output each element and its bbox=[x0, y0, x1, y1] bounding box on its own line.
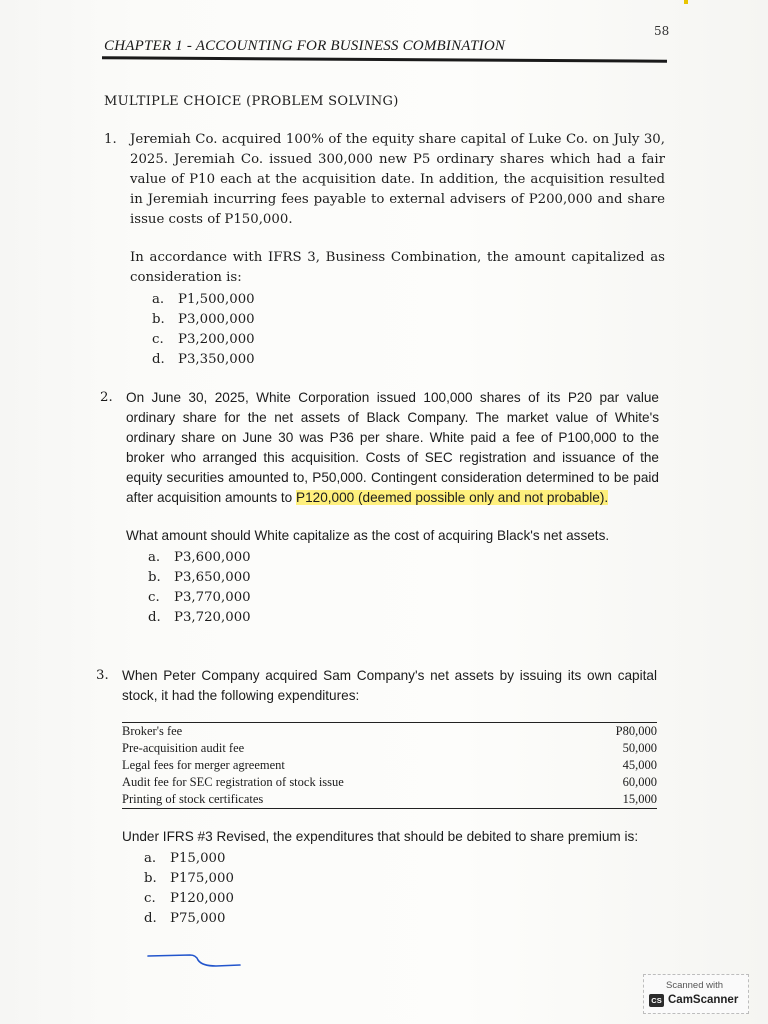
choice-a[interactable] bbox=[148, 548, 659, 568]
watermark-caption: Scanned with bbox=[666, 980, 724, 991]
choice-text: P75,000 bbox=[170, 911, 226, 926]
question-1 bbox=[104, 130, 665, 370]
question-text-body: On June 30, 2025, White Corporation issued 100,000 shares of its P20 par value ordinary share for the net assets of Black Company. The market value of White's ordinary share on June 30 was P36 per share. White paid a fee of P100,000 to the broker who arranged this acquisition. Costs of SEC registration and issuance of the equity securities amounted to, P50,000. Contingent consideration determined to be paid after acquisition amounts to bbox=[126, 390, 659, 505]
choice-letter-highlighted: a. bbox=[148, 548, 174, 568]
choice-text: P3,000,000 bbox=[178, 312, 255, 327]
expense-amount: 50,000 bbox=[622, 741, 657, 755]
choice-letter: b. bbox=[144, 871, 157, 886]
choice-letter: c. bbox=[144, 891, 156, 906]
table-row bbox=[122, 774, 657, 791]
choice-b[interactable] bbox=[152, 310, 665, 330]
choice-text: P1,500,000 bbox=[178, 292, 255, 307]
choice-text: P3,720,000 bbox=[174, 610, 251, 625]
corner-mark bbox=[684, 0, 688, 4]
question-text: Jeremiah Co. acquired 100% of the equity share capital of Luke Co. on July 30, 2025. Jeremiah Co. issued 300,000 new P5 ordinary shares which had a fair value of P10 each at the acquisition date. In addition, the acquisition resulted in Jeremiah incurring fees payable to external advisers of P200,000 and share issue costs of P150,000. bbox=[130, 132, 665, 227]
choice-a[interactable] bbox=[144, 849, 657, 869]
choice-text: P3,650,000 bbox=[174, 570, 251, 585]
camscanner-logo-icon: CS bbox=[649, 994, 664, 1007]
question-stem: What amount should White capitalize as the cost of acquiring Black's net assets. bbox=[126, 528, 610, 543]
choice-text: P3,350,000 bbox=[178, 352, 255, 367]
choice-c[interactable] bbox=[144, 889, 657, 909]
highlighted-text: P120,000 (deemed possible only and not probable). bbox=[296, 490, 609, 505]
camscanner-watermark bbox=[643, 974, 749, 1014]
choice-c[interactable] bbox=[148, 588, 659, 608]
choice-list bbox=[130, 290, 665, 370]
choice-letter: d. bbox=[152, 352, 165, 367]
choice-letter: a. bbox=[144, 851, 157, 866]
choice-letter: d. bbox=[144, 911, 157, 926]
question-stem: Under IFRS #3 Revised, the expenditures that should be debited to share premium is: bbox=[122, 829, 639, 844]
question-text bbox=[126, 388, 659, 508]
expense-item: Legal fees for merger agreement bbox=[122, 758, 285, 772]
question-2 bbox=[100, 388, 659, 628]
choice-text: P3,200,000 bbox=[178, 332, 255, 347]
page-number: 58 bbox=[654, 24, 670, 38]
expenditure-table bbox=[122, 722, 657, 809]
choice-text: P3,600,000 bbox=[174, 550, 251, 565]
choice-list bbox=[122, 849, 657, 929]
expense-item: Broker's fee bbox=[122, 724, 183, 738]
choice-text: P15,000 bbox=[170, 851, 226, 866]
choice-a[interactable] bbox=[152, 290, 665, 310]
question-text: When Peter Company acquired Sam Company's net assets by issuing its own capital stock, it had the following expenditures: bbox=[122, 668, 657, 703]
choice-text: P3,770,000 bbox=[174, 590, 251, 605]
expense-item: Audit fee for SEC registration of stock issue bbox=[122, 775, 344, 789]
choice-letter-highlighted: b. bbox=[152, 310, 178, 330]
choice-letter: c. bbox=[152, 332, 164, 347]
header-rule bbox=[102, 56, 667, 62]
choice-text: P175,000 bbox=[170, 871, 234, 886]
choice-letter: a. bbox=[152, 292, 165, 307]
choice-letter: b. bbox=[148, 570, 161, 585]
question-3 bbox=[96, 666, 657, 929]
table-row bbox=[122, 740, 657, 757]
question-stem: In accordance with IFRS 3, Business Combination, the amount capitalized as consideration is: bbox=[130, 250, 665, 285]
question-number: 2. bbox=[100, 390, 113, 405]
section-title: MULTIPLE CHOICE (PROBLEM SOLVING) bbox=[104, 94, 399, 109]
expense-amount: 60,000 bbox=[622, 775, 657, 789]
table-row bbox=[122, 791, 657, 809]
question-number: 3. bbox=[96, 668, 109, 683]
pen-underline-mark bbox=[146, 954, 246, 974]
choice-d[interactable] bbox=[144, 909, 657, 929]
table-row bbox=[122, 723, 657, 741]
choice-b[interactable] bbox=[148, 568, 659, 588]
expense-amount: 15,000 bbox=[622, 792, 657, 806]
watermark-brand: CamScanner bbox=[668, 994, 739, 1006]
expense-amount: 45,000 bbox=[622, 758, 657, 772]
table-row bbox=[122, 757, 657, 774]
question-number: 1. bbox=[104, 132, 117, 147]
choice-letter: d. bbox=[148, 610, 161, 625]
choice-letter: c. bbox=[148, 590, 160, 605]
expense-amount: P80,000 bbox=[615, 724, 657, 738]
choice-text: P120,000 bbox=[170, 891, 234, 906]
expense-item: Pre-acquisition audit fee bbox=[122, 741, 245, 755]
choice-b[interactable] bbox=[144, 869, 657, 889]
choice-list bbox=[126, 548, 659, 628]
chapter-title: CHAPTER 1 - ACCOUNTING FOR BUSINESS COMBINATION bbox=[104, 38, 506, 54]
choice-d[interactable] bbox=[152, 350, 665, 370]
choice-c[interactable] bbox=[152, 330, 665, 350]
choice-d[interactable] bbox=[148, 608, 659, 628]
expense-item: Printing of stock certificates bbox=[122, 792, 264, 806]
